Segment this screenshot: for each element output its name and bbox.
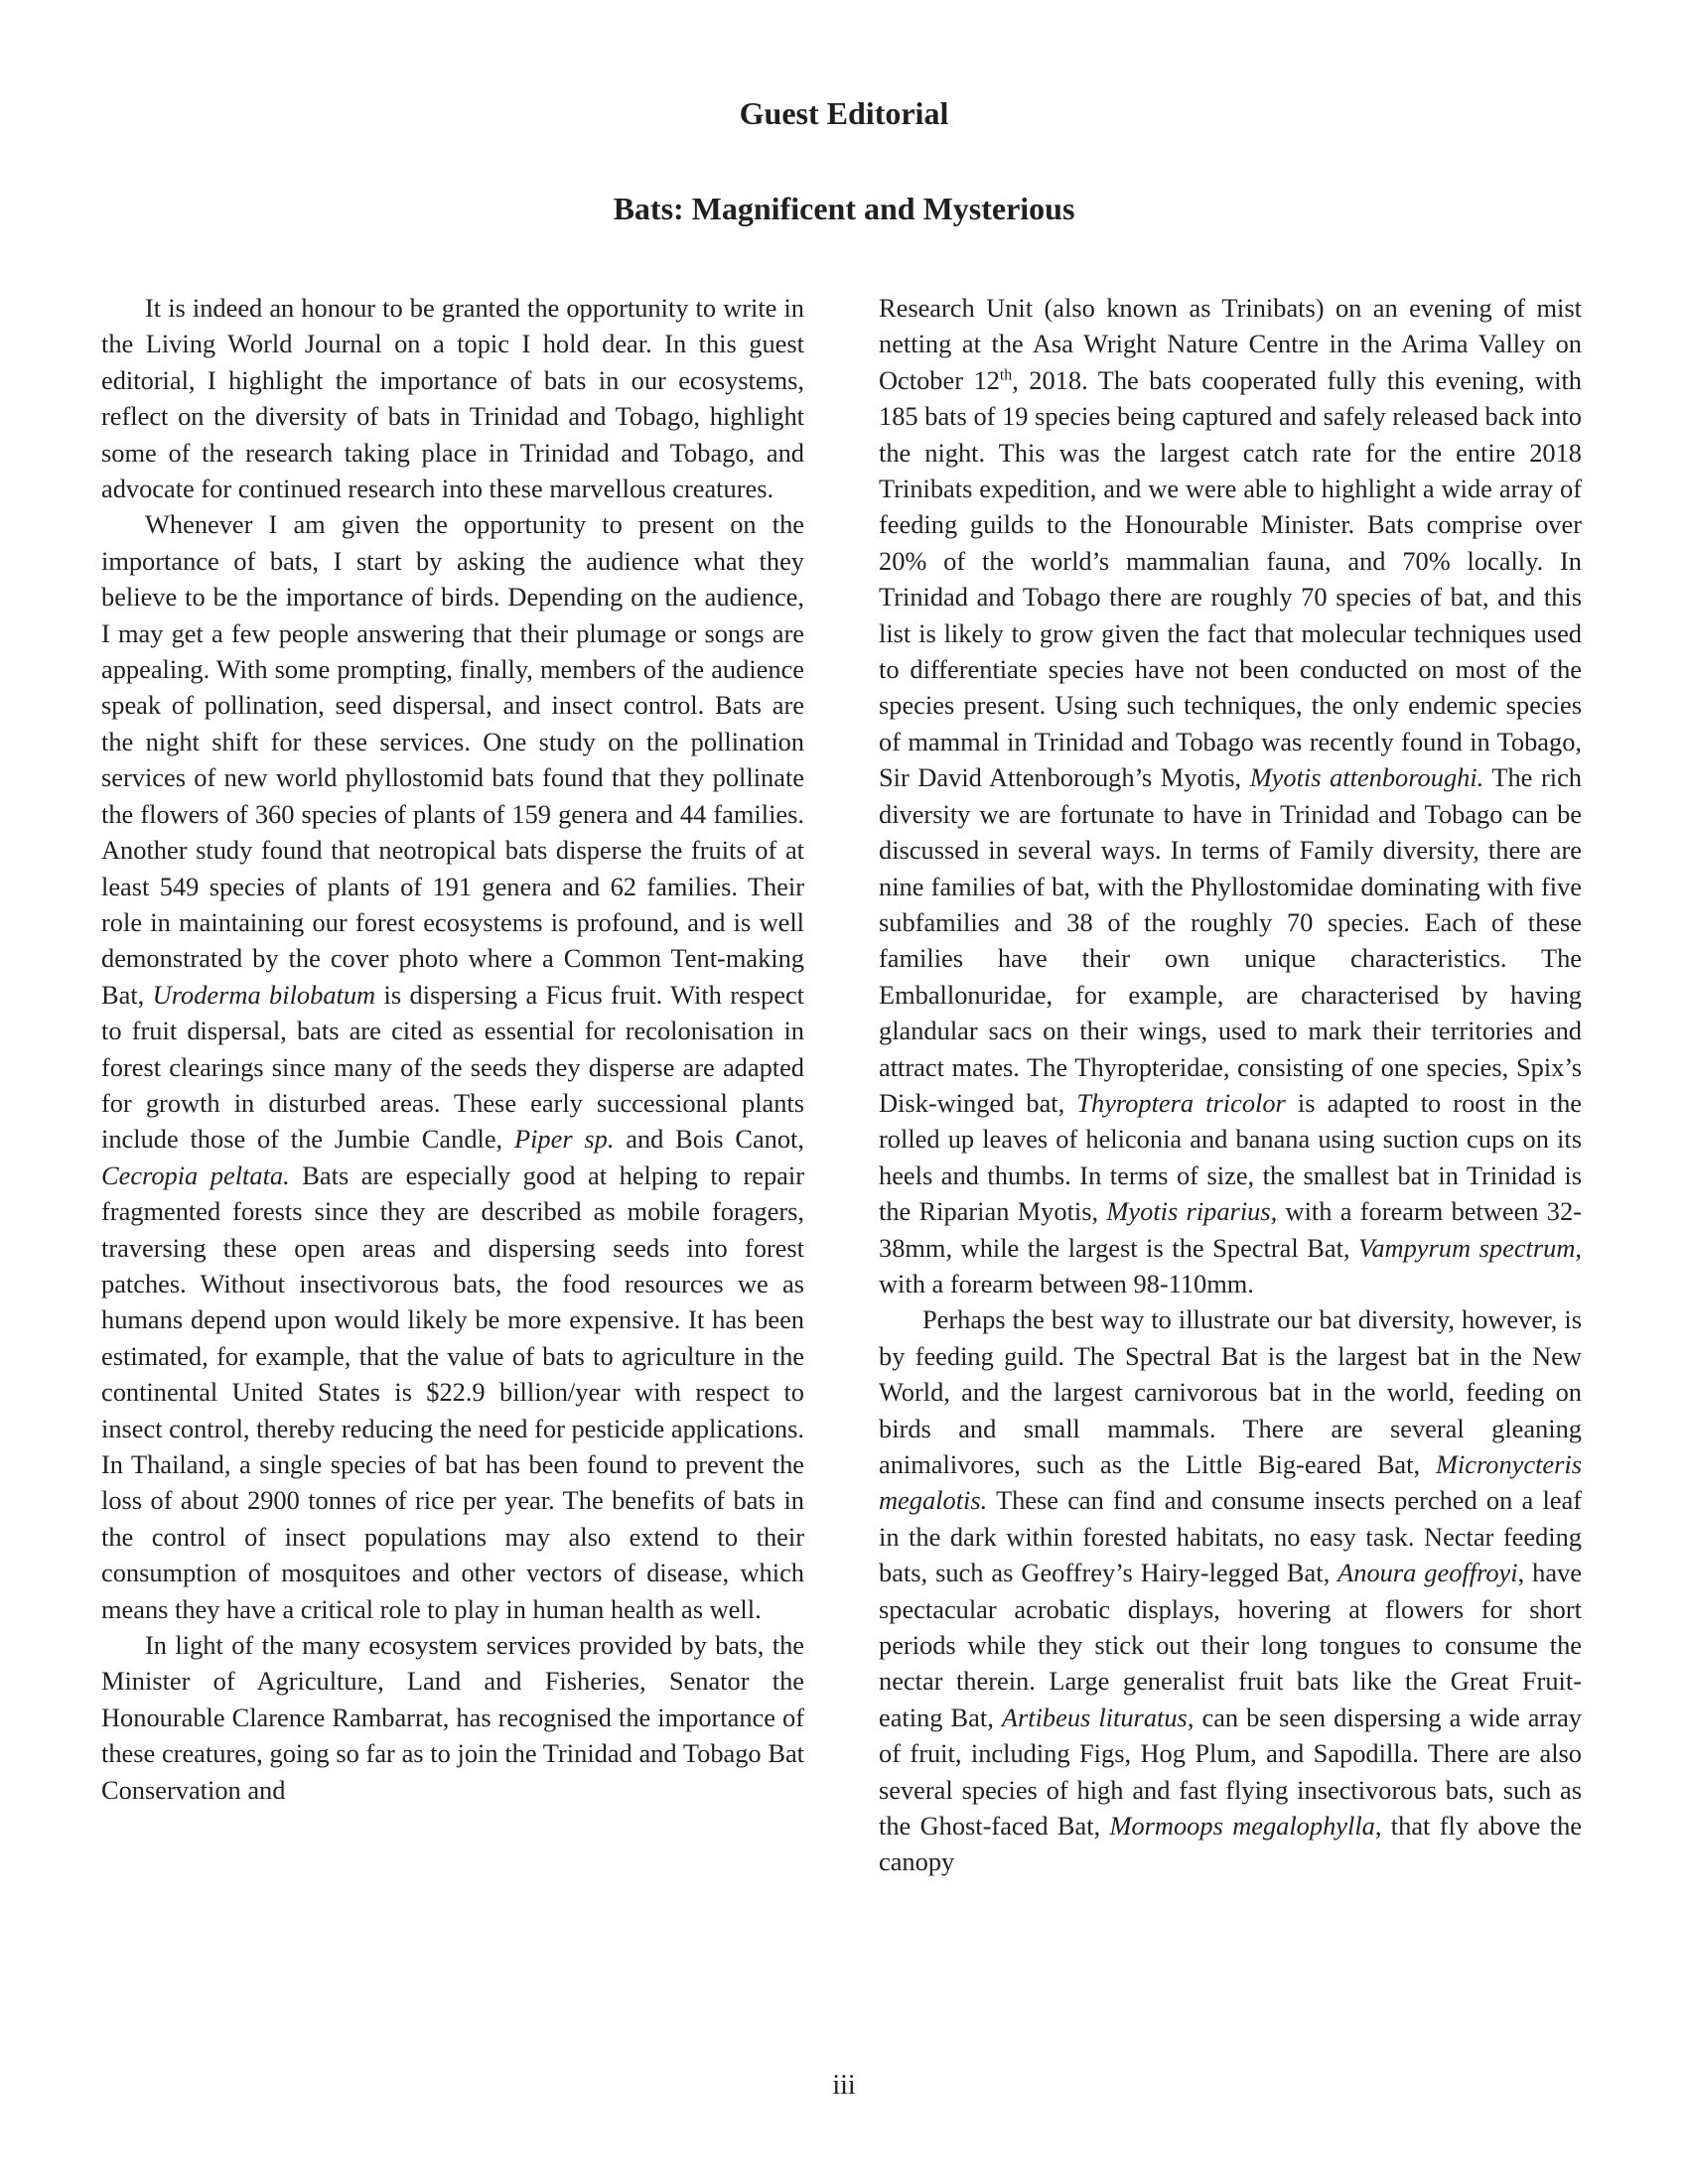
section-title: Guest Editorial (739, 95, 949, 131)
species-name: Micronycteris megalotis. (879, 1449, 1582, 1516)
paragraph-ecosystem-services (101, 506, 804, 1627)
text-run: , 2018. The bats cooperated fully this evening, with 185 bats of 19 species being captured and safely released back into the night. This was the largest catch rate for the entire 2018 Trinibats expedition, and we were able to highlight a wide array of feeding guilds to the Honourable Minister. Bats comprise over 20% of the world’s mammalian fauna, and 70% locally. In Trinidad and Tobago there are roughly 70 species of bat, and this list is likely to grow given the fact that molecular techniques used to differentiate species have not been conducted on most of the species present. Using such techniques, the only endemic species of mammal in Trinidad and Tobago was recently found in Tobago, Sir David Attenborough’s Myotis, (879, 364, 1582, 793)
text-run: with a forearm between 32-38mm, while the largest is the Spectral Bat, (879, 1196, 1582, 1263)
paragraph-intro (101, 290, 804, 506)
text-run: These can find and consume insects perched on a leaf in the dark within forested habitats, no easy task. Nectar feeding bats, such as Geoffrey’s Hairy-legged Bat, (879, 1485, 1582, 1588)
paragraph-feeding-guilds (879, 1301, 1582, 1880)
text-run: Bats are especially good at helping to repair fragmented forests since they are described as mobile foragers, traversing these open areas and dispersing seeds into forest patches. Without insectivorous bats, the food resources we as humans depend upon would likely be more expensive. It has been estimated, for example, that the value of bats to agriculture in the continental United States is $22.9 billion/year with respect to insect control, thereby reducing the need for pesticide applications. In Thailand, a single species of bat has been found to prevent the loss of about 2900 tonnes of rice per year. The benefits of bats in the control of insect populations may also extend to their consumption of mosquitoes and other vectors of disease, which means they have a critical role to play in human health as well. (101, 1160, 804, 1624)
species-name: Piper sp. (513, 1124, 615, 1155)
species-name: Anoura geoffroyi (1337, 1558, 1518, 1588)
ordinal-superscript: th (999, 366, 1013, 384)
species-name: Artibeus lituratus (1001, 1702, 1188, 1732)
text-run: Research Unit (also known as Trinibats) on an evening of mist netting at the Asa Wright Nature Centre in the Arima Valley on October 12 (879, 293, 1582, 395)
text-run: Whenever I am given the opportunity to present on the importance of bats, I start by asking the audience what they believe to be the importance of birds. Depending on the audience, I may get a few people answering that their plumage or songs are appealing. With some prompting, finally, members of the audience speak of pollination, seed dispersal, and insect control. Bats are the night shift for these services. One study on the pollination services of new world phyllostomid bats found that they pollinate the flowers of 360 species of plants of 159 genera and 44 families. Another study found that neotropical bats disperse the fruits of at least 549 species of plants of 191 genera and 62 families. Their role in maintaining our forest ecosystems is profound, and is well demonstrated by the cover photo where a Common Tent-making Bat, (101, 509, 804, 1010)
paragraph-trinibats (879, 290, 1582, 1301)
page-number: iii (832, 2070, 856, 2101)
species-name: Myotis riparius, (1106, 1196, 1278, 1227)
left-text-column (101, 290, 804, 1808)
text-run: , can be seen dispersing a wide array of fruit, including Figs, Hog Plum, and Sapodilla. There are also several species of high and fast flying insectivorous bats, such as the Ghost-faced Bat, (879, 1702, 1583, 1842)
text-run: , have spectacular acrobatic displays, hovering at flowers for short periods while they stick out their long tongues to consume the nectar therein. Large generalist fruit bats like the Great Fruit-eating Bat, (879, 1558, 1582, 1732)
text-run: , that fly above the canopy (879, 1811, 1582, 1877)
text-run: , with a forearm between 98-110mm. (879, 1232, 1582, 1298)
paragraph-intro-text: It is indeed an honour to be granted the opportunity to write in the Living World Journal on a topic I hold dear. In this guest editorial, I highlight the importance of bats in our ecosystems, reflect on the diversity of bats in Trinidad and Tobago, highlight some of the research taking place in Trinidad and Tobago, and advocate for continued research into these marvellous creatures. (101, 293, 804, 504)
species-name: Mormoops megalophylla (1109, 1811, 1375, 1842)
species-name: Myotis attenboroughi. (1249, 762, 1484, 793)
text-run: The rich diversity we are fortunate to have in Trinidad and Tobago can be discussed in several ways. In terms of Family diversity, there are nine families of bat, with the Phyllostomidae dominating with five subfamilies and 38 of the roughly 70 species. Each of these families have their own unique characteristics. The Emballonuridae, for example, are characterised by having glandular sacs on their wings, used to mark their territories and attract mates. The Thyropteridae, consisting of one species, Spix’s Disk-winged bat, (879, 762, 1582, 1118)
paragraph-minister-text: In light of the many ecosystem services provided by bats, the Minister of Agriculture, Land and Fisheries, Senator the Honourable Clarence Rambarrat, has recognised the importance of these creatures, going so far as to join the Trinidad and Tobago Bat Conservation and (101, 1630, 804, 1805)
text-run: is adapted to roost in the rolled up leaves of heliconia and banana using suction cups on its heels and thumbs. In terms of size, the smallest bat in Trinidad is the Riparian Myotis, (879, 1087, 1582, 1227)
text-run: and Bois Canot, (626, 1124, 804, 1155)
paragraph-minister (101, 1627, 804, 1808)
species-name: Cecropia peltata. (101, 1160, 290, 1190)
right-text-column (879, 290, 1582, 1880)
text-run: is dispersing a Ficus fruit. With respect to fruit dispersal, bats are cited as essential for recolonisation in forest clearings since many of the seeds they disperse are adapted for growth in disturbed areas. These early successional plants include those of the Jumbie Candle, (101, 979, 804, 1155)
species-name: Thyroptera tricolor (1076, 1087, 1286, 1118)
text-run: Perhaps the best way to illustrate our bat diversity, however, is by feeding guild. The Spectral Bat is the largest bat in the New World, and the largest carnivorous bat in the world, feeding on birds and small mammals. There are several gleaning animalivores, such as the Little Big-eared Bat, (879, 1304, 1582, 1479)
article-title: Bats: Magnificent and Mysterious (613, 191, 1075, 226)
species-name: Vampyrum spectrum (1358, 1232, 1576, 1263)
species-name: Uroderma bilobatum (152, 979, 376, 1010)
